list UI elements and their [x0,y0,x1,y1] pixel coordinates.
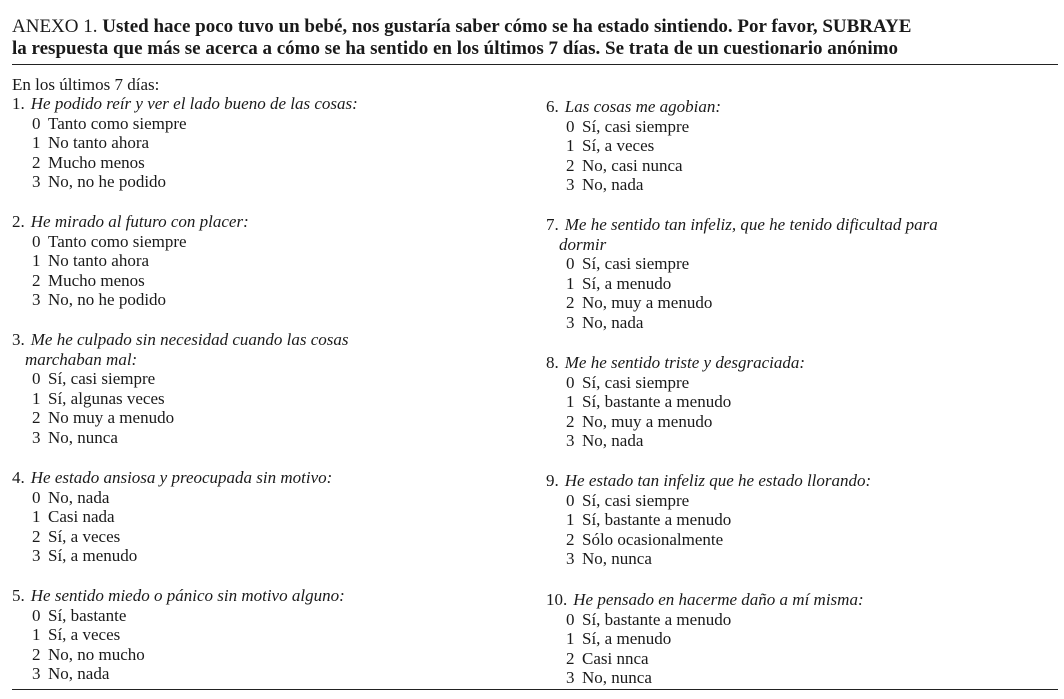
question-number: 2. [12,212,25,231]
question-2 [12,212,482,310]
option-score: 0 [566,116,575,136]
answer-option[interactable] [546,156,1016,176]
option-score: 1 [32,507,41,527]
option-score: 2 [32,644,41,664]
option-score: 0 [566,490,575,510]
option-label: Sí, a veces [48,526,121,546]
question-number: 6. [546,97,559,116]
question-text: Me he sentido triste y desgraciada: [564,353,806,372]
option-label: No tanto ahora [48,133,150,153]
question-text-continued: marchaban mal: [25,349,138,369]
question-text: Me he sentido tan infeliz, que he tenido dificultad para [564,215,938,234]
option-score: 2 [32,152,41,172]
option-score: 0 [32,605,41,625]
question-title [12,468,482,488]
option-score: 0 [32,369,41,389]
option-label: No, casi nunca [582,155,683,175]
instructions-line-1: Usted hace poco tuvo un bebé, nos gustaría saber cómo se ha estado sintiendo. Por favor, SUBRAYE [102,16,912,37]
option-score: 0 [32,113,41,133]
question-title [546,353,1016,373]
answer-option[interactable] [12,625,482,645]
option-score: 3 [566,668,575,688]
answer-option[interactable] [546,373,1016,393]
option-label: Casi nada [48,507,115,527]
question-number: 9. [546,471,559,490]
option-label: No, muy a menudo [582,293,713,313]
intro-text: En los últimos 7 días: [12,75,160,94]
instructions-line-2: la respuesta que más se acerca a cómo se ha sentido en los últimos 7 días. Se trata de un cuestionario anónimo [12,38,898,59]
answer-option[interactable] [12,133,482,153]
question-number: 4. [12,468,25,487]
answer-option[interactable] [12,271,482,291]
option-label: Sí, casi siempre [582,490,690,510]
header-line-1 [12,16,1058,38]
option-label: Mucho menos [48,270,145,290]
document-header [12,16,1058,60]
answer-option[interactable] [546,649,1016,669]
option-score: 1 [566,629,575,649]
answer-option[interactable] [12,290,482,310]
option-score: 3 [566,175,575,195]
answer-option[interactable] [12,172,482,192]
option-label: No, nada [582,175,644,195]
option-label: Sí, casi siempre [582,254,690,274]
answer-option[interactable] [12,153,482,173]
option-label: Sí, a menudo [582,273,672,293]
option-score: 0 [32,487,41,507]
option-score: 1 [32,133,41,153]
option-score: 3 [32,290,41,310]
option-score: 1 [566,136,575,156]
option-label: Sí, bastante a menudo [582,510,732,530]
question-1 [12,94,482,192]
answer-option[interactable] [12,645,482,665]
answer-option[interactable] [12,527,482,547]
answer-option[interactable] [12,369,482,389]
question-text: He pensado en hacerme daño a mí misma: [573,590,864,609]
option-score: 2 [566,648,575,668]
option-label: No, muy a menudo [582,411,713,431]
option-label: No, no he podido [48,290,167,310]
question-title [546,471,1016,491]
option-score: 3 [566,312,575,332]
answer-option[interactable] [546,668,1016,688]
option-score: 2 [566,411,575,431]
option-score: 3 [566,431,575,451]
question-text: He estado ansiosa y preocupada sin motivo: [30,468,333,487]
option-score: 3 [32,172,41,192]
answer-option[interactable] [12,507,482,527]
option-score: 0 [566,609,575,629]
answer-option[interactable] [546,491,1016,511]
answer-option[interactable] [546,431,1016,451]
question-title [546,97,1016,117]
answer-option[interactable] [546,549,1016,569]
answer-option[interactable] [546,313,1016,333]
question-text: He sentido miedo o pánico sin motivo alguno: [30,586,345,605]
option-label: No, no mucho [48,644,145,664]
option-score: 2 [566,293,575,313]
option-label: Sólo ocasionalmente [582,529,724,549]
option-label: Sí, casi siempre [582,372,690,392]
option-label: No, nada [582,431,644,451]
option-score: 2 [32,408,41,428]
answer-option[interactable] [546,392,1016,412]
question-text: Las cosas me agobian: [564,97,722,116]
answer-option[interactable] [12,389,482,409]
option-label: Tanto como siempre [48,113,187,133]
question-8 [546,353,1016,451]
option-score: 1 [32,388,41,408]
option-score: 0 [32,231,41,251]
question-text: Me he culpado sin necesidad cuando las cosas [30,330,349,349]
option-score: 3 [32,546,41,566]
question-text: He mirado al futuro con placer: [30,212,249,231]
bottom-divider [12,689,1058,690]
answer-option[interactable] [546,274,1016,294]
option-score: 3 [32,664,41,684]
question-4 [12,468,482,566]
answer-option[interactable] [546,510,1016,530]
option-label: No, nada [48,664,110,684]
option-label: Mucho menos [48,152,145,172]
question-text: He podido reír y ver el lado bueno de las cosas: [30,94,358,113]
answer-option[interactable] [546,254,1016,274]
top-divider [12,64,1058,65]
option-score: 2 [566,529,575,549]
option-label: Sí, casi siempre [582,116,690,136]
option-label: No, nunca [582,549,652,569]
question-title [546,590,1016,610]
annex-label: ANEXO 1. [12,16,98,37]
option-score: 1 [32,251,41,271]
answer-option[interactable] [546,412,1016,432]
question-7 [546,215,1016,333]
option-score: 3 [566,549,575,569]
answer-option[interactable] [546,293,1016,313]
option-label: No, nada [48,487,110,507]
question-title [12,586,482,606]
option-label: Sí, a menudo [48,546,138,566]
answer-option[interactable] [546,610,1016,630]
option-score: 3 [32,427,41,447]
answer-option[interactable] [12,546,482,566]
option-label: No, no he podido [48,172,167,192]
answer-option[interactable] [546,629,1016,649]
question-text: He estado tan infeliz que he estado llorando: [564,471,872,490]
option-label: Sí, bastante a menudo [582,609,732,629]
question-text-continued: dormir [559,234,607,254]
option-label: No tanto ahora [48,251,150,271]
answer-option[interactable] [546,175,1016,195]
question-number: 8. [546,353,559,372]
option-label: Tanto como siempre [48,231,187,251]
answer-option[interactable] [12,251,482,271]
question-title [12,212,482,232]
question-10 [546,590,1016,688]
answer-option[interactable] [12,114,482,134]
option-label: Sí, a menudo [582,629,672,649]
answer-option[interactable] [12,606,482,626]
answer-option[interactable] [546,117,1016,137]
question-title [546,215,1016,235]
question-number: 7. [546,215,559,234]
question-6 [546,97,1016,195]
answer-option[interactable] [546,530,1016,550]
option-score: 0 [566,372,575,392]
question-number: 5. [12,586,25,605]
option-label: No, nunca [48,427,118,447]
option-label: No, nada [582,312,644,332]
option-score: 2 [566,155,575,175]
option-score: 0 [566,254,575,274]
question-number: 10. [546,590,568,609]
option-label: Sí, casi siempre [48,369,156,389]
option-label: No, nunca [582,668,652,688]
question-3 [12,330,482,448]
option-score: 1 [566,510,575,530]
option-label: Sí, a veces [48,625,121,645]
question-title [12,330,482,350]
answer-option[interactable] [546,136,1016,156]
option-score: 2 [32,526,41,546]
answer-option[interactable] [12,488,482,508]
question-title [12,94,482,114]
answer-option[interactable] [12,428,482,448]
option-label: Sí, bastante a menudo [582,392,732,412]
option-score: 2 [32,270,41,290]
answer-option[interactable] [12,408,482,428]
option-label: Sí, algunas veces [48,388,165,408]
option-label: Sí, a veces [582,136,655,156]
question-5 [12,586,482,684]
question-number: 3. [12,330,25,349]
question-9 [546,471,1016,569]
answer-option[interactable] [12,664,482,684]
option-label: Sí, bastante [48,605,127,625]
option-score: 1 [566,273,575,293]
option-label: Casi nnca [582,648,649,668]
option-score: 1 [32,625,41,645]
question-number: 1. [12,94,25,113]
option-label: No muy a menudo [48,408,175,428]
option-score: 1 [566,392,575,412]
answer-option[interactable] [12,232,482,252]
